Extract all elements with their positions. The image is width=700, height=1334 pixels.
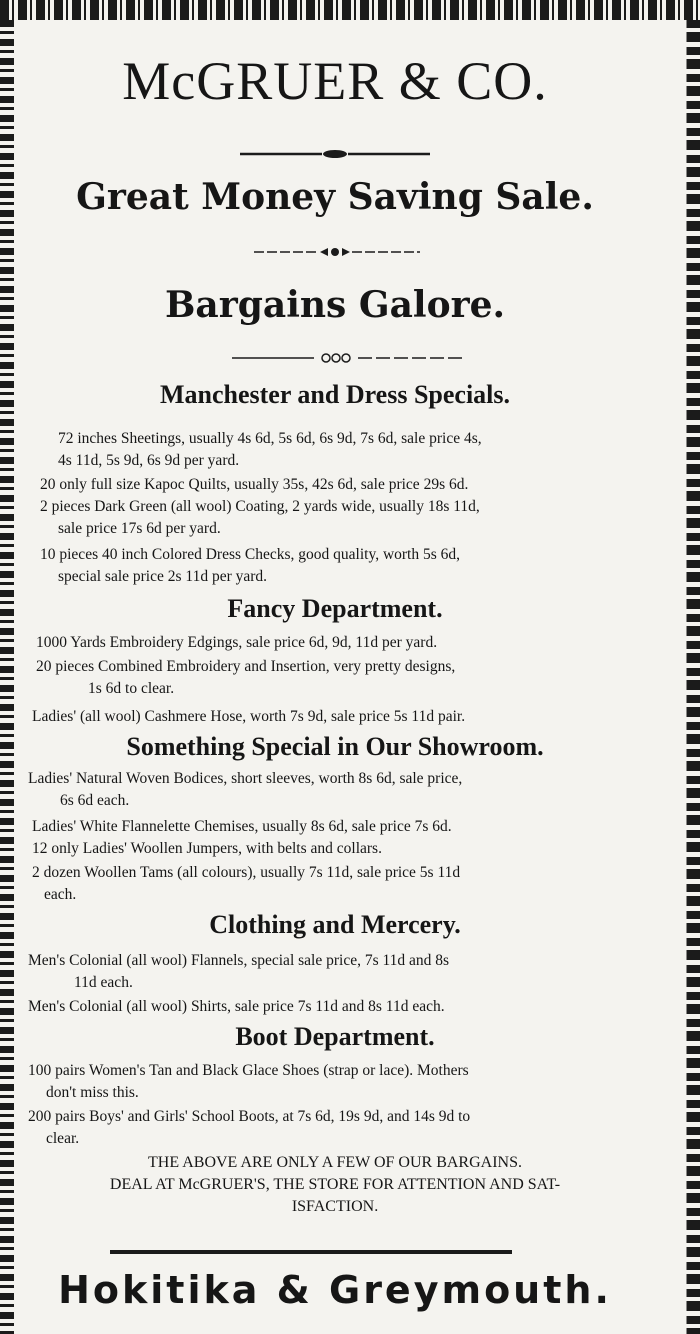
list-item: 100 pairs Women's Tan and Black Glace Shoes (strap or lace). Mothers don't miss this. xyxy=(28,1062,469,1101)
ornament-divider-2 xyxy=(22,244,648,260)
footer-locations: Hokitika & Greymouth. xyxy=(58,1268,612,1312)
advertisement xyxy=(22,22,648,1322)
list-item: 200 pairs Boys' and Girls' School Boots, at 7s 6d, 19s 9d, and 14s 9d to clear. xyxy=(28,1108,471,1147)
list-item: 2 pieces Dark Green (all wool) Coating, 2 yards wide, usually 18s 11d, sale price 17s 6d per yard. xyxy=(40,498,480,537)
closing-line-3: ISFACTION. xyxy=(291,1198,379,1215)
decorative-border-right xyxy=(670,20,700,1334)
list-item: 20 only full size Kapoc Quilts, usually 35s, 42s 6d, sale price 29s 6d. xyxy=(40,476,469,493)
section-heading-clothing: Clothing and Mercery. xyxy=(209,910,461,939)
list-item: 1000 Yards Embroidery Edgings, sale price 6d, 9d, 11d per yard. xyxy=(36,634,438,651)
list-item: Ladies' White Flannelette Chemises, usually 8s 6d, sale price 7s 6d. xyxy=(32,818,452,835)
list-item: 12 only Ladies' Woollen Jumpers, with belts and collars. xyxy=(32,840,382,857)
section-heading-manchester: Manchester and Dress Specials. xyxy=(159,380,511,409)
headline: Great Money Saving Sale. xyxy=(76,176,594,218)
ornament-divider-3 xyxy=(22,350,648,366)
list-item: 20 pieces Combined Embroidery and Insertion, very pretty designs, 1s 6d to clear. xyxy=(36,658,456,697)
list-item: 2 dozen Woollen Tams (all colours), usually 7s 11d, sale price 5s 11d each. xyxy=(32,864,461,903)
section-heading-showroom: Something Special in Our Showroom. xyxy=(126,732,544,761)
footer-rule xyxy=(110,1250,512,1254)
decorative-border-top xyxy=(0,0,700,20)
section-heading-fancy: Fancy Department. xyxy=(227,594,443,623)
list-item: Ladies' Natural Woven Bodices, short sleeves, worth 8s 6d, sale price, 6s 6d each. xyxy=(28,770,463,809)
list-item: 10 pieces 40 inch Colored Dress Checks, good quality, worth 5s 6d, special sale price 2s 11d per yard. xyxy=(40,546,461,585)
list-item: Men's Colonial (all wool) Flannels, special sale price, 7s 11d and 8s 11d each. xyxy=(28,952,450,991)
closing-line-2: DEAL AT McGRUER'S, THE STORE FOR ATTENTION AND SAT- xyxy=(109,1176,561,1193)
list-item: Men's Colonial (all wool) Shirts, sale price 7s 11d and 8s 11d each. xyxy=(28,998,445,1015)
ornament-divider-1 xyxy=(22,146,648,162)
subheadline: Bargains Galore. xyxy=(164,284,506,326)
decorative-border-left xyxy=(0,20,14,1334)
closing-line-1: THE ABOVE ARE ONLY A FEW OF OUR BARGAINS. xyxy=(148,1154,522,1171)
list-item: Ladies' (all wool) Cashmere Hose, worth 7s 9d, sale price 5s 11d pair. xyxy=(32,708,466,725)
section-heading-boot: Boot Department. xyxy=(235,1022,435,1051)
list-item: 72 inches Sheetings, usually 4s 6d, 5s 6d, 6s 9d, 7s 6d, sale price 4s, 4s 11d, 5s 9d, 6s 9d per yard. xyxy=(58,430,482,469)
store-name: McGRUER & CO. xyxy=(122,51,548,111)
